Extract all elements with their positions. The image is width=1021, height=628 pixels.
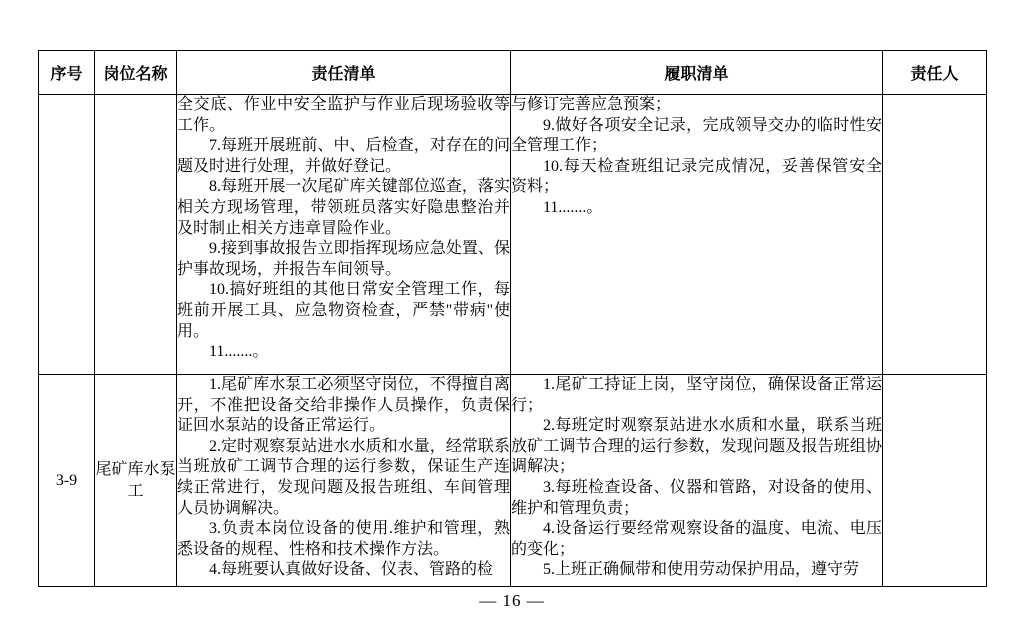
cell-responsible-person [883, 375, 987, 587]
duties-text [511, 375, 882, 578]
paragraph: 5.上班正确佩带和使用劳动保护用品，遵守劳 [543, 561, 860, 578]
cell-serial: 3-9 [39, 375, 95, 587]
paragraph: 7.每班开展班前、中、后检查，对存在的问题及时进行处理，并做好登记。 [177, 137, 510, 175]
responsibility-table [38, 50, 987, 587]
table-header-row [39, 51, 987, 95]
column-header-duty-list: 履职清单 [511, 51, 883, 95]
cell-responsibilities [177, 375, 511, 587]
paragraph: 10.搞好班组的其他日常安全管理工作，每班前开展工具、应急物资检查，严禁"带病"使用。 [177, 281, 510, 340]
column-header-responsible-person: 责任人 [883, 51, 987, 95]
paragraph: 2.定时观察泵站进水水质和水量，经常联系当班放矿工调节合理的运行参数，保证生产连续正常进行，发现问题及报告班组、车间管理人员协调解决。 [177, 437, 510, 517]
paragraph: 10.每天检查班组记录完成情况，妥善保管安全资料； [511, 157, 882, 196]
responsibilities-text [177, 95, 510, 366]
cell-responsible-person [883, 95, 987, 375]
paragraph: 3.每班检查设备、仪器和管路，对设备的使用、维护和管理负责； [511, 478, 882, 517]
column-header-responsibility-list: 责任清单 [177, 51, 511, 95]
paragraph: 11.......。 [209, 343, 269, 361]
paragraph: 4.设备运行要经常观察设备的温度、电流、电压的变化； [511, 520, 882, 558]
paragraph: 11.......。 [543, 198, 603, 216]
paragraph: 9.接到事故报告立即指挥现场应急处置、保护事故现场，并报告车间领导。 [177, 240, 510, 278]
paragraph: 3.负责本岗位设备的使用.维护和管理，熟悉设备的规程、性格和技术操作方法。 [177, 520, 510, 558]
column-header-serial: 序号 [39, 51, 95, 95]
paragraph: 8.每班开展一次尾矿库关键部位巡查，落实相关方现场管理，带领班员落实好隐患整治并及时制止相关方违章冒险作业。 [177, 178, 510, 237]
paragraph: 1.尾矿工持证上岗，坚守岗位，确保设备正常运行； [511, 376, 882, 414]
table-row [39, 375, 987, 587]
cell-responsibilities [177, 95, 511, 375]
paragraph: 与修订完善应急预案； [511, 96, 672, 113]
paragraph: 2.每班定时观察泵站进水水质和水量，联系当班放矿工调节合理的运行参数，发现问题及报告班组协调解决； [511, 417, 882, 476]
cell-duties [511, 375, 883, 587]
paragraph: 9.做好各项安全记录，完成领导交办的临时性安全管理工作； [511, 116, 882, 155]
table-row [39, 95, 987, 375]
page-number: — 16 — [479, 591, 545, 610]
cell-position [95, 95, 177, 375]
responsibilities-text [177, 375, 510, 578]
cell-position: 尾矿库水泵工 [95, 375, 177, 587]
paragraph: 4.每班要认真做好设备、仪表、管路的检 [209, 561, 494, 578]
paragraph: 全交底、作业中安全监护与作业后现场验收等工作。 [177, 96, 510, 134]
paragraph: 1.尾矿库水泵工必须坚守岗位，不得擅自离开，不准把设备交给非操作人员操作，负责保证回水泵站的设备正常运行。 [177, 376, 510, 435]
cell-duties [511, 95, 883, 375]
duties-text [511, 95, 882, 366]
cell-serial [39, 95, 95, 375]
column-header-position: 岗位名称 [95, 51, 177, 95]
